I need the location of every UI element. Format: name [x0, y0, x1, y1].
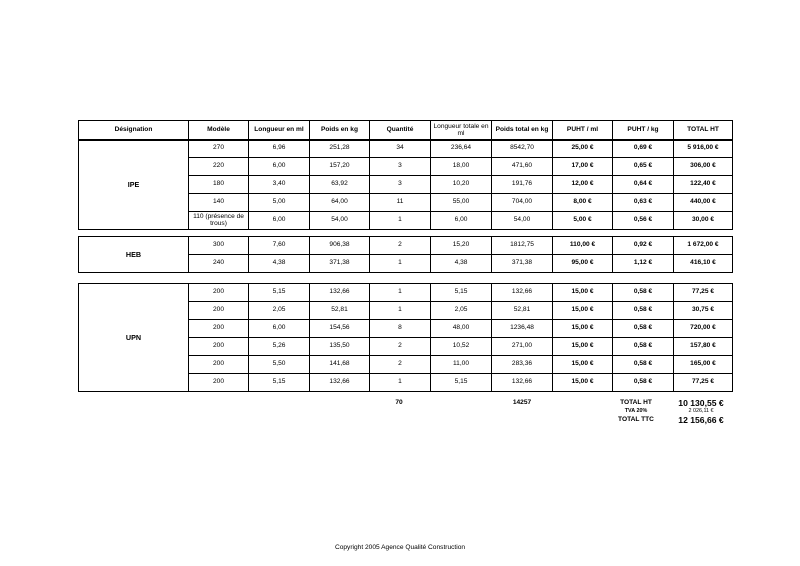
- table-cell: 5,00 €: [553, 212, 613, 230]
- col-header: Poids en kg: [310, 121, 370, 141]
- table-cell: 122,40 €: [674, 176, 733, 194]
- group-label: IPE: [79, 140, 189, 230]
- table-cell: 220: [189, 158, 249, 176]
- table-cell: 1: [370, 302, 431, 320]
- table-cell: 300: [189, 237, 249, 255]
- col-header: TOTAL HT: [674, 121, 733, 141]
- table-cell: 77,25 €: [674, 284, 733, 302]
- table-cell: 0,69 €: [613, 140, 674, 158]
- table-cell: 4,38: [249, 255, 310, 273]
- heb-table: [78, 236, 733, 273]
- table-cell: 15,00 €: [553, 320, 613, 338]
- table-cell: 6,96: [249, 140, 310, 158]
- total-ttc-label: TOTAL TTC: [618, 416, 654, 423]
- col-header: Longueur totale en ml: [431, 121, 492, 141]
- table-cell: 0,63 €: [613, 194, 674, 212]
- table-cell: 271,00: [492, 338, 553, 356]
- table-cell: 191,76: [492, 176, 553, 194]
- table-cell: 18,00: [431, 158, 492, 176]
- table-cell: 0,58 €: [613, 356, 674, 374]
- table-cell: 30,75 €: [674, 302, 733, 320]
- total-quantity: 70: [395, 399, 403, 406]
- table-cell: 2,05: [431, 302, 492, 320]
- table-cell: 2: [370, 237, 431, 255]
- table-cell: 154,56: [310, 320, 370, 338]
- table-cell: 0,58 €: [613, 338, 674, 356]
- table-cell: 5,15: [249, 374, 310, 392]
- table-cell: 11,00: [431, 356, 492, 374]
- table-cell: 4,38: [431, 255, 492, 273]
- table-cell: 180: [189, 176, 249, 194]
- table-cell: 1812,75: [492, 237, 553, 255]
- table-cell: 52,81: [492, 302, 553, 320]
- table-cell: 30,00 €: [674, 212, 733, 230]
- table-cell: 0,58 €: [613, 374, 674, 392]
- table-cell: 240: [189, 255, 249, 273]
- table-cell: 3: [370, 176, 431, 194]
- table-cell: 12,00 €: [553, 176, 613, 194]
- total-weight: 14257: [512, 399, 532, 406]
- table-cell: 1,12 €: [613, 255, 674, 273]
- col-header: Longueur en ml: [249, 121, 310, 141]
- table-cell: 200: [189, 284, 249, 302]
- table-cell: 5,50: [249, 356, 310, 374]
- table-cell: 132,66: [492, 284, 553, 302]
- col-header: Quantité: [370, 121, 431, 141]
- table-cell: 200: [189, 356, 249, 374]
- table-cell: 6,00: [431, 212, 492, 230]
- col-header: PUHT / ml: [553, 121, 613, 141]
- table-cell: 0,65 €: [613, 158, 674, 176]
- table-cell: 54,00: [492, 212, 553, 230]
- table-cell: 10,52: [431, 338, 492, 356]
- group-label: HEB: [79, 237, 189, 273]
- table-cell: 110,00 €: [553, 237, 613, 255]
- table-cell: 8,00 €: [553, 194, 613, 212]
- table-cell: 471,60: [492, 158, 553, 176]
- table-cell: 3: [370, 158, 431, 176]
- table-cell: 2: [370, 338, 431, 356]
- table-cell: 1236,48: [492, 320, 553, 338]
- table-cell: 5,26: [249, 338, 310, 356]
- table-cell: 371,38: [492, 255, 553, 273]
- table-cell: 0,92 €: [613, 237, 674, 255]
- table-cell: 132,66: [310, 374, 370, 392]
- table-cell: 64,00: [310, 194, 370, 212]
- table-cell: 17,00 €: [553, 158, 613, 176]
- table-cell: 236,64: [431, 140, 492, 158]
- table-cell: 141,68: [310, 356, 370, 374]
- table-cell: 34: [370, 140, 431, 158]
- table-cell: 306,00 €: [674, 158, 733, 176]
- col-header: Désignation: [79, 121, 189, 141]
- table-cell: 0,58 €: [613, 284, 674, 302]
- table-cell: 140: [189, 194, 249, 212]
- col-header: PUHT / kg: [613, 121, 674, 141]
- table-cell: 1: [370, 255, 431, 273]
- table-cell: 1: [370, 374, 431, 392]
- table-cell: 0,58 €: [613, 320, 674, 338]
- table-cell: 906,38: [310, 237, 370, 255]
- table-cell: 15,00 €: [553, 374, 613, 392]
- upn-table: [78, 283, 733, 392]
- table-cell: 135,50: [310, 338, 370, 356]
- table-cell: 5,15: [431, 284, 492, 302]
- table-cell: 157,20: [310, 158, 370, 176]
- table-cell: 5,15: [431, 374, 492, 392]
- table-cell: 15,00 €: [553, 356, 613, 374]
- table-cell: 157,80 €: [674, 338, 733, 356]
- table-row: [79, 237, 733, 255]
- table-cell: 5,00: [249, 194, 310, 212]
- table-cell: 1 672,00 €: [674, 237, 733, 255]
- table-cell: 270: [189, 140, 249, 158]
- col-header: Modèle: [189, 121, 249, 141]
- table-cell: 200: [189, 338, 249, 356]
- col-header: Poids total en kg: [492, 121, 553, 141]
- table-cell: 63,92: [310, 176, 370, 194]
- table-cell: 8542,70: [492, 140, 553, 158]
- table-cell: 0,56 €: [613, 212, 674, 230]
- table-cell: 416,10 €: [674, 255, 733, 273]
- table-cell: 55,00: [431, 194, 492, 212]
- ipe-table: [78, 139, 733, 230]
- table-row: [79, 284, 733, 302]
- table-cell: 200: [189, 374, 249, 392]
- table-cell: 0,58 €: [613, 302, 674, 320]
- table-cell: 440,00 €: [674, 194, 733, 212]
- table-cell: 6,00: [249, 320, 310, 338]
- table-cell: 6,00: [249, 212, 310, 230]
- copyright-footer: Copyright 2005 Agence Qualité Construction: [334, 544, 466, 551]
- table-cell: 7,60: [249, 237, 310, 255]
- header-row: [79, 121, 733, 141]
- table-cell: 15,20: [431, 237, 492, 255]
- table-cell: 0,64 €: [613, 176, 674, 194]
- table-cell: 11: [370, 194, 431, 212]
- table-cell: 132,66: [310, 284, 370, 302]
- table-cell: 110 (présence de trous): [189, 212, 249, 230]
- table-cell: 1: [370, 284, 431, 302]
- table-cell: 2: [370, 356, 431, 374]
- total-ht-value: 10 130,55 €: [678, 398, 724, 408]
- table-row: [79, 140, 733, 158]
- table-cell: 1: [370, 212, 431, 230]
- table-cell: 2,05: [249, 302, 310, 320]
- table-cell: 3,40: [249, 176, 310, 194]
- table-cell: 48,00: [431, 320, 492, 338]
- group-label: UPN: [79, 284, 189, 392]
- tva-value: 2 026,11 €: [688, 408, 714, 414]
- table-cell: 720,00 €: [674, 320, 733, 338]
- table-cell: 95,00 €: [553, 255, 613, 273]
- table-cell: 200: [189, 302, 249, 320]
- table-cell: 8: [370, 320, 431, 338]
- table-cell: 704,00: [492, 194, 553, 212]
- table-cell: 77,25 €: [674, 374, 733, 392]
- table-cell: 5 916,00 €: [674, 140, 733, 158]
- table-cell: 54,00: [310, 212, 370, 230]
- table-cell: 25,00 €: [553, 140, 613, 158]
- table-cell: 15,00 €: [553, 338, 613, 356]
- total-ht-label: TOTAL HT: [620, 399, 652, 406]
- table-cell: 15,00 €: [553, 284, 613, 302]
- tva-label: TVA 20%: [624, 408, 648, 414]
- table-cell: 5,15: [249, 284, 310, 302]
- table-cell: 15,00 €: [553, 302, 613, 320]
- table-cell: 283,36: [492, 356, 553, 374]
- total-ttc-value: 12 156,66 €: [678, 415, 724, 425]
- table-cell: 165,00 €: [674, 356, 733, 374]
- table-cell: 251,28: [310, 140, 370, 158]
- header-table: [78, 120, 733, 141]
- table-cell: 10,20: [431, 176, 492, 194]
- table-cell: 371,38: [310, 255, 370, 273]
- table-cell: 6,00: [249, 158, 310, 176]
- table-cell: 132,66: [492, 374, 553, 392]
- table-cell: 200: [189, 320, 249, 338]
- table-cell: 52,81: [310, 302, 370, 320]
